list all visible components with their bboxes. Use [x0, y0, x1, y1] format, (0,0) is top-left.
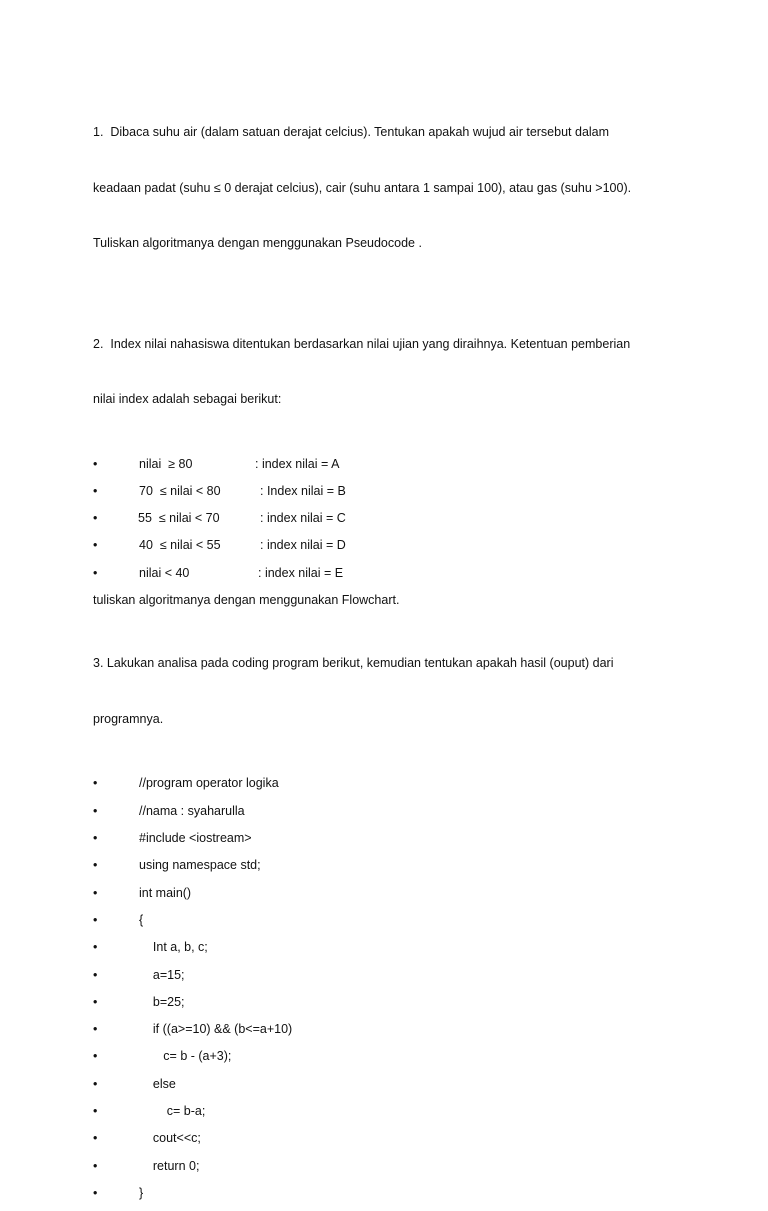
- code-line: [93, 993, 653, 1020]
- code-text: int main(): [139, 885, 192, 900]
- rule-condition: nilai ≥ 80: [139, 456, 193, 471]
- rule-condition: nilai < 40: [139, 565, 190, 580]
- code-line: [93, 1129, 653, 1156]
- question-1-line-1: 1. Dibaca suhu air (dalam satuan derajat celcius). Tentukan apakah wujud air tersebut dalam: [93, 125, 610, 139]
- code-text: c= b - (a+3);: [139, 1049, 232, 1064]
- rule-condition: 70 ≤ nilai < 80: [139, 483, 221, 498]
- question-2-line-2: nilai index adalah sebagai berikut:: [93, 392, 282, 406]
- bullet-icon: •: [93, 1185, 98, 1200]
- question-1: [93, 86, 653, 290]
- code-text: c= b-a;: [139, 1104, 206, 1119]
- code-text: return 0;: [139, 1158, 200, 1173]
- code-text: a=15;: [139, 967, 185, 982]
- question-1-line-3: Tuliskan algoritmanya dengan menggunakan Pseudocode .: [93, 236, 422, 250]
- code-line: [93, 1184, 653, 1211]
- rule-result: : index nilai = D: [260, 538, 346, 553]
- grading-rule: [93, 482, 653, 509]
- grading-rule: [93, 536, 653, 563]
- question-3-line-1: 3. Lakukan analisa pada coding program berikut, kemudian tentukan apakah hasil (ouput) dari: [93, 656, 614, 671]
- question-2: [93, 298, 653, 446]
- bullet-icon: •: [93, 967, 98, 982]
- bullet-icon: •: [93, 831, 98, 846]
- grading-rule: [93, 509, 653, 536]
- document-page: [93, 86, 653, 1211]
- bullet-icon: •: [93, 858, 98, 873]
- code-line: [93, 1075, 653, 1102]
- code-text: }: [139, 1185, 144, 1200]
- rule-condition: 40 ≤ nilai < 55: [139, 538, 221, 553]
- code-line: [93, 829, 653, 856]
- bullet-icon: •: [93, 565, 98, 580]
- question-2-closing: tuliskan algoritmanya dengan menggunakan Flowchart.: [93, 592, 400, 607]
- code-line: [93, 802, 653, 829]
- code-line: [93, 966, 653, 993]
- code-line: [93, 938, 653, 965]
- bullet-icon: •: [93, 940, 98, 955]
- code-text: //nama : syaharulla: [139, 803, 245, 818]
- bullet-icon: •: [93, 994, 98, 1009]
- code-text: //program operator logika: [139, 776, 279, 791]
- bullet-icon: •: [93, 776, 98, 791]
- rule-result: : index nilai = E: [258, 565, 344, 580]
- code-listing: [93, 774, 653, 1211]
- code-text: b=25;: [139, 994, 185, 1009]
- question-2-line-1: 2. Index nilai nahasiswa ditentukan berdasarkan nilai ujian yang diraihnya. Ketentuan pemberian: [93, 336, 631, 351]
- code-text: {: [139, 912, 144, 927]
- bullet-icon: •: [93, 1076, 98, 1091]
- grading-rule: [93, 564, 653, 591]
- bullet-icon: •: [93, 803, 98, 818]
- code-line: [93, 856, 653, 883]
- bullet-icon: •: [93, 912, 98, 927]
- code-line: [93, 884, 653, 911]
- rule-result: : index nilai = C: [260, 511, 346, 526]
- code-text: using namespace std;: [139, 858, 261, 873]
- rule-condition: 55 ≤ nilai < 70: [138, 511, 220, 526]
- code-line: [93, 1157, 653, 1184]
- code-text: Int a, b, c;: [139, 940, 208, 955]
- code-line: [93, 1102, 653, 1129]
- bullet-icon: •: [93, 885, 98, 900]
- rule-result: : index nilai = A: [255, 456, 340, 471]
- bullet-icon: •: [93, 1131, 98, 1146]
- bullet-icon: •: [93, 511, 98, 526]
- bullet-icon: •: [93, 1158, 98, 1173]
- code-text: else: [139, 1076, 176, 1091]
- code-line: [93, 1047, 653, 1074]
- code-text: #include <iostream>: [139, 831, 252, 846]
- code-text: if ((a>=10) && (b<=a+10): [139, 1022, 293, 1037]
- code-line: [93, 774, 653, 801]
- rule-result: : Index nilai = B: [260, 483, 346, 498]
- bullet-icon: •: [93, 456, 98, 471]
- bullet-icon: •: [93, 538, 98, 553]
- question-3-line-2: programnya.: [93, 711, 164, 726]
- grading-rule: [93, 455, 653, 482]
- bullet-icon: •: [93, 1104, 98, 1119]
- code-line: [93, 1020, 653, 1047]
- bullet-icon: •: [93, 1022, 98, 1037]
- grading-rules-list: [93, 455, 653, 591]
- bullet-icon: •: [93, 483, 98, 498]
- code-line: [93, 911, 653, 938]
- bullet-icon: •: [93, 1049, 98, 1064]
- code-text: cout<<c;: [139, 1131, 201, 1146]
- question-3: [93, 617, 653, 765]
- question-1-line-2: keadaan padat (suhu ≤ 0 derajat celcius), cair (suhu antara 1 sampai 100), atau gas (suhu >100).: [93, 180, 632, 195]
